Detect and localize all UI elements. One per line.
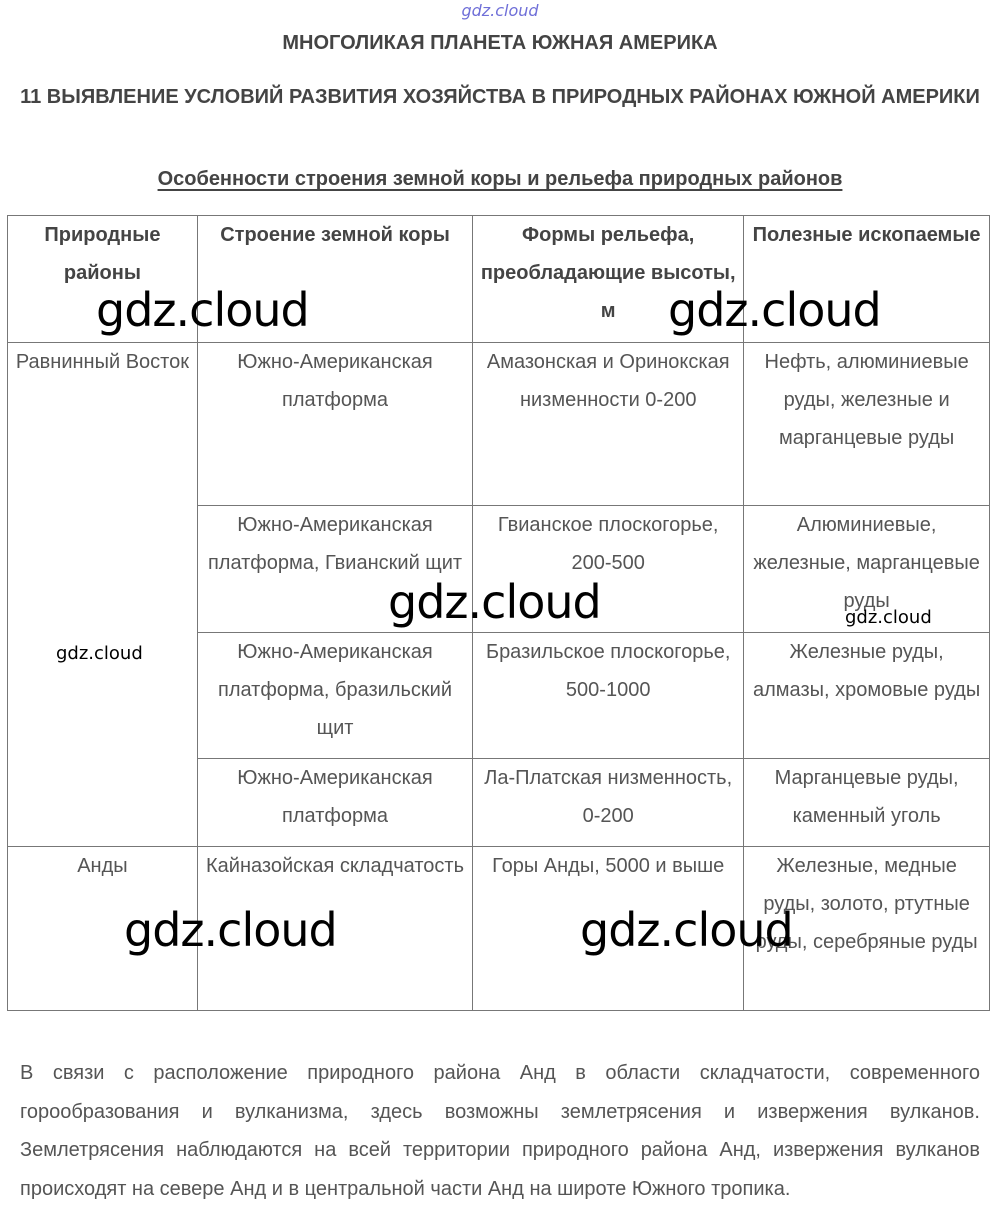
crust-cell: Кайназойская складчатость [197, 847, 472, 1011]
relief-cell: Ла-Платская низменность, 0-200 [473, 759, 744, 847]
watermark: gdz.cloud [56, 643, 143, 664]
header-crust: Строение земной коры [197, 216, 472, 343]
watermark: gdz.cloud [668, 283, 881, 337]
table-row [8, 343, 990, 506]
crust-cell: Южно-Американская платформа, Гвианский щит [197, 506, 472, 633]
header-minerals: Полезные ископаемые [744, 216, 990, 343]
crust-cell: Южно-Американская платформа [197, 343, 472, 506]
conclusion-paragraph: В связи с расположение природного района Анд в области складчатости, современного горообразования и вулканизма, здесь возможны землетрясения и извержения вулканов. Землетрясения наблюдаются на всей территории природного района Анд, извержения вулканов происходят на севере Анд и в центральной части Анд на широте Южного тропика. [20, 1062, 980, 1200]
top-watermark: gdz.cloud [461, 1, 539, 20]
region-cell: Равнинный Восток [8, 343, 198, 847]
relief-cell: Горы Анды, 5000 и выше [473, 847, 744, 1011]
region-cell: Анды [8, 847, 198, 1011]
minerals-cell: Железные руды, алмазы, хромовые руды [744, 633, 990, 759]
relief-cell: Амазонская и Оринокская низменности 0-200 [473, 343, 744, 506]
watermark: gdz.cloud [96, 283, 309, 337]
watermark: gdz.cloud [388, 575, 601, 629]
header-relief: Формы рельефа, преобладающие высоты, м [473, 216, 744, 343]
crust-cell: Южно-Американская платформа, бразильский щит [197, 633, 472, 759]
relief-cell: Гвианское плоскогорье, 200-500 [473, 506, 744, 633]
minerals-cell: Алюминиевые, железные, марганцевые руды [744, 506, 990, 633]
minerals-cell: Марганцевые руды, каменный уголь [744, 759, 990, 847]
relief-cell: Бразильское плоскогорье, 500-1000 [473, 633, 744, 759]
watermark: gdz.cloud [124, 903, 337, 957]
minerals-cell: Железные, медные руды, золото, ртутные руды, серебряные руды [744, 847, 990, 1011]
crust-cell: Южно-Американская платформа [197, 759, 472, 847]
header-regions: Природные районы [8, 216, 198, 343]
table-subtitle-text: Особенности строения земной коры и рельефа природных районов [157, 168, 843, 190]
section-title: 11 ВЫЯВЛЕНИЕ УСЛОВИЙ РАЗВИТИЯ ХОЗЯЙСТВА В ПРИРОДНЫХ РАЙОНАХ ЮЖНОЙ АМЕРИКИ [20, 86, 980, 108]
watermark: gdz.cloud [845, 607, 932, 628]
minerals-cell: Нефть, алюминиевые руды, железные и марганцевые руды [744, 343, 990, 506]
page-title: МНОГОЛИКАЯ ПЛАНЕТА ЮЖНАЯ АМЕРИКА [282, 32, 718, 54]
watermark: gdz.cloud [580, 903, 793, 957]
table-subtitle [0, 168, 1000, 191]
